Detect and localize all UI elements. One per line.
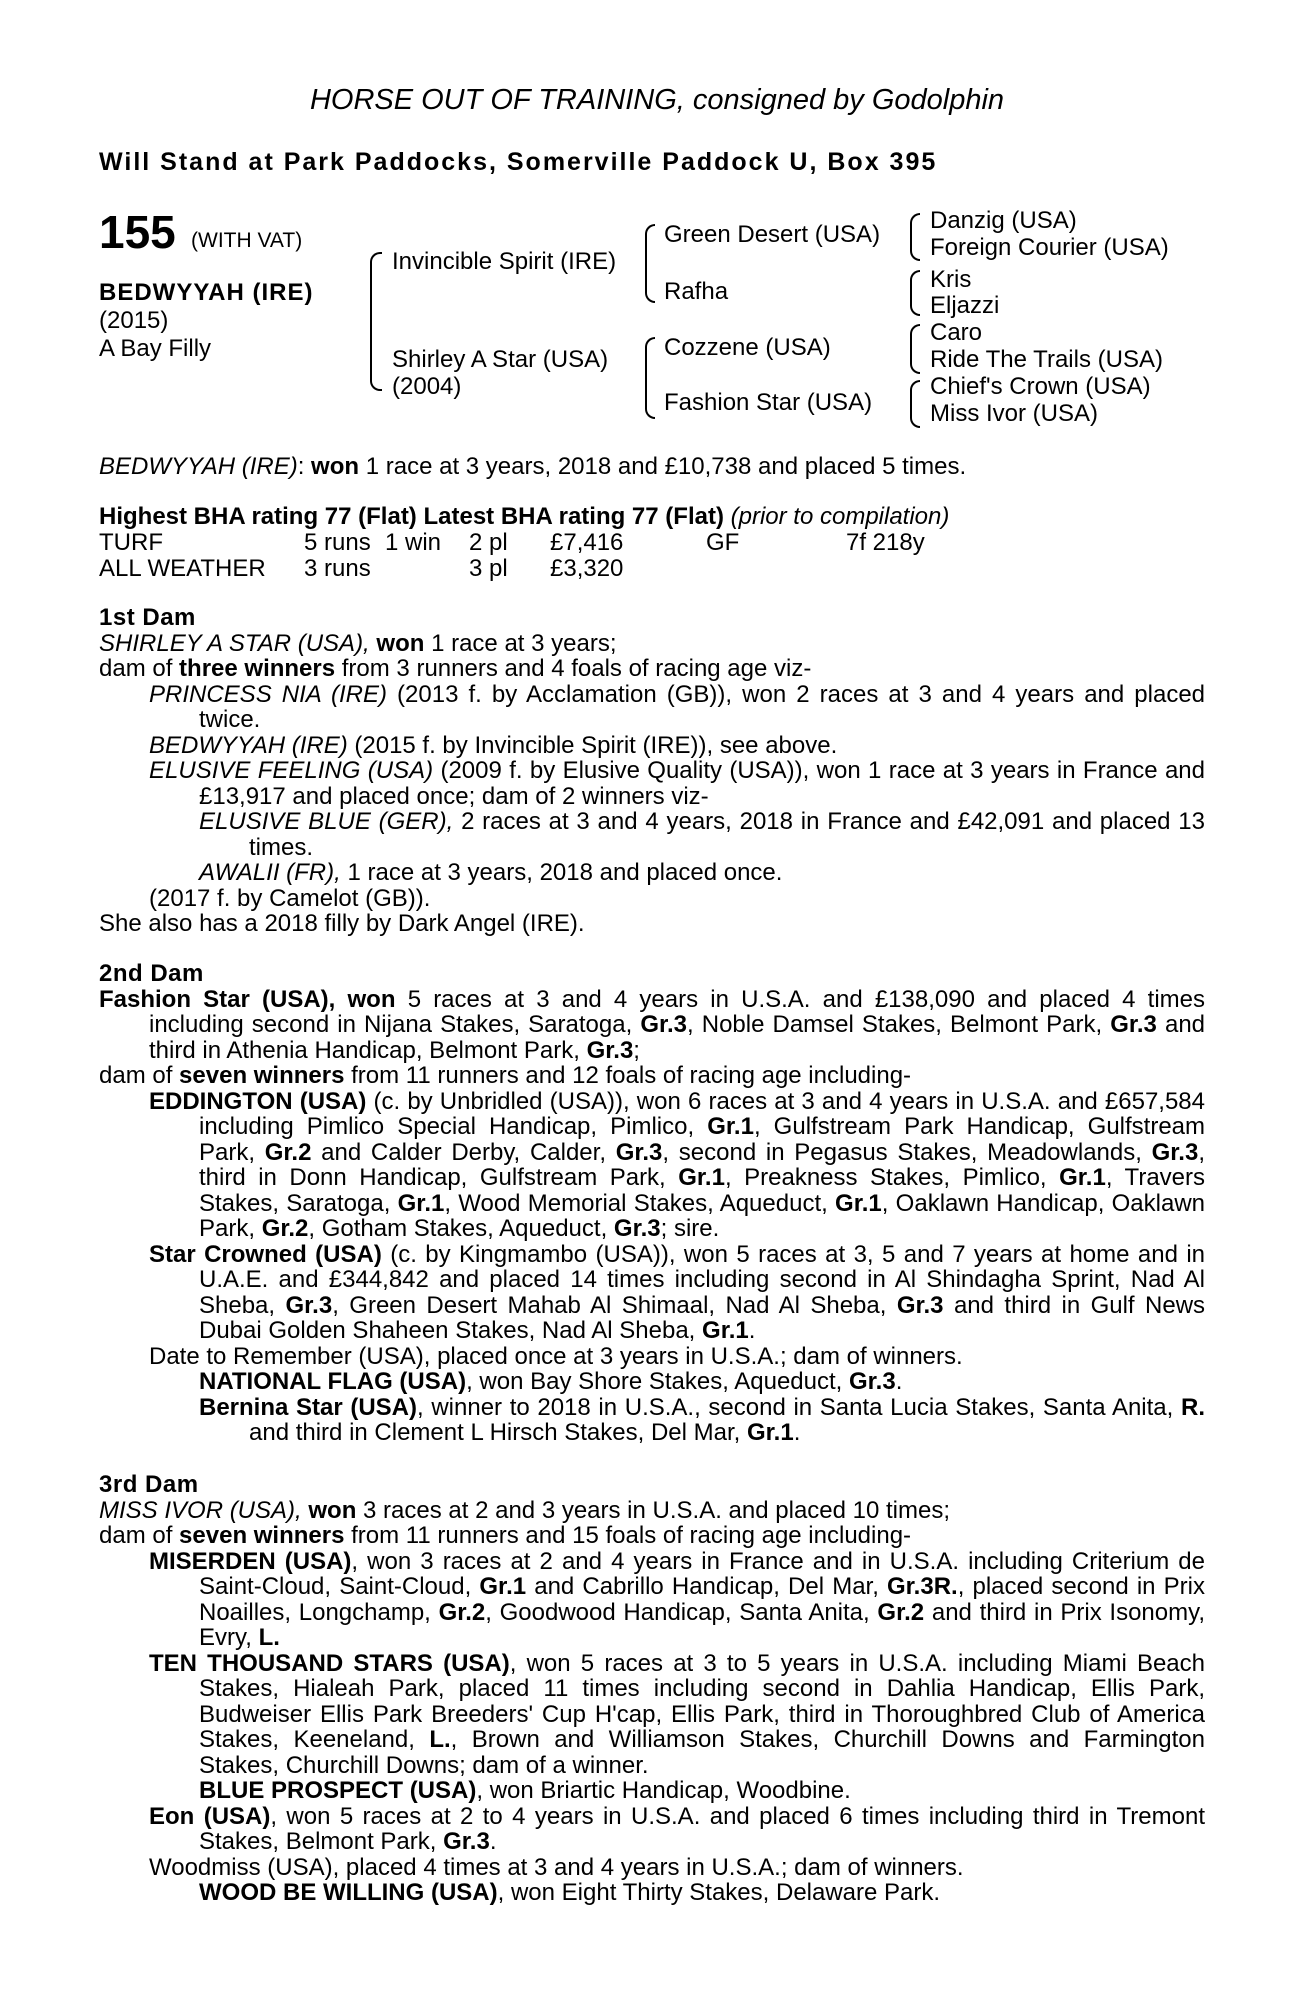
text: , Brown and Williamson Stakes, Churchill Downs and Farmington Stakes, Churchill Downs; dam of a winner. [199, 1726, 1205, 1779]
summary-text: 1 race at 3 years, 2018 and £10,738 and placed 5 times. [365, 453, 967, 480]
produce-name: PRINCESS NIA (IRE) [149, 680, 387, 708]
text: , won 5 races at 2 to 4 years in U.S.A. and placed 6 times including third in Tremont Stakes, Belmont Park, [199, 1802, 1205, 1855]
grade: Gr.1 [707, 1113, 754, 1140]
text: , second in Pegasus Stakes, Meadowlands, [662, 1138, 1142, 1166]
produce-text: (2015 f. by Invincible Spirit (IRE)), see above. [354, 731, 838, 759]
vat-note: (WITH VAT) [191, 229, 303, 252]
dam1-name: SHIRLEY A STAR (USA), [99, 629, 370, 657]
produce-entry [99, 758, 1205, 809]
lot-number: 155 [99, 206, 176, 258]
produce-text: (2013 f. by Acclamation (GB)), won 2 races at 3 and 4 years and placed twice. [199, 680, 1206, 733]
text: , won Bay Shore Stakes, Aqueduct, [466, 1368, 843, 1395]
produce-entry [99, 1778, 1205, 1804]
text: and third in Prix Isonomy, Evry, [199, 1598, 1206, 1651]
produce-entry [99, 1880, 1205, 1906]
text: , third in Donn Handicap, Gulfstream Park, [199, 1138, 1205, 1191]
rating-surface: TURF [99, 529, 163, 556]
grade: Gr.3 [443, 1828, 490, 1855]
produce-text: 1 race at 3 years, 2018 and placed once. [347, 859, 783, 886]
text: 5 races at 3 and 4 years in U.S.A. and £138,090 and placed 4 times including second in Nijana Stakes, Saratoga, [149, 985, 1206, 1038]
pedigree-sire-sire: Green Desert (USA) [664, 221, 881, 248]
grade: Gr.2 [261, 1215, 309, 1242]
winners-count: seven winners [179, 1062, 345, 1089]
dam3-line [99, 1498, 1205, 1524]
grade: R. [1180, 1393, 1205, 1421]
text: from 11 runners and 12 foals of racing age including- [351, 1062, 912, 1089]
produce-name: EDDINGTON (USA) [149, 1087, 367, 1115]
text: , Oaklawn Handicap, Oaklawn Park, [199, 1189, 1206, 1242]
pedigree-brace [645, 224, 655, 303]
produce-entry [99, 1089, 1205, 1242]
grade: Gr.3 [849, 1368, 896, 1395]
text: and Cabrillo Handicap, Del Mar, [534, 1573, 879, 1600]
produce-name: WOOD BE WILLING (USA) [199, 1879, 498, 1906]
stand-location: Will Stand at Park Paddocks, Somerville Paddock U, Box 395 [99, 148, 938, 176]
grade: Gr.3 [640, 1011, 688, 1038]
text: , Goodwood Handicap, Santa Anita, [485, 1598, 870, 1626]
section-heading: 2nd Dam [99, 960, 204, 987]
horse-description: A Bay Filly [99, 335, 212, 362]
text: 3 races at 2 and 3 years in U.S.A. and placed 10 times; [363, 1496, 951, 1524]
produce-name: AWALII (FR), [199, 859, 341, 886]
rating-note: (prior to compilation) [730, 503, 950, 530]
produce-name: BLUE PROSPECT (USA) [199, 1777, 477, 1804]
grade: L. [258, 1624, 280, 1651]
grade: Gr.1 [1059, 1164, 1106, 1191]
text: , Travers Stakes, Saratoga, [199, 1164, 1206, 1217]
text: , Noble Damsel Stakes, Belmont Park, [687, 1011, 1103, 1038]
text: , winner to 2018 in U.S.A., second in Santa Lucia Stakes, Santa Anita, [417, 1393, 1174, 1421]
produce-name: MISERDEN (USA) [149, 1547, 352, 1575]
text: , placed second in Prix Noailles, Longchamp, [199, 1573, 1205, 1626]
pedigree-sire: Invincible Spirit (IRE) [392, 248, 617, 275]
winners-count: three winners [179, 655, 336, 682]
grade: Gr.3R. [887, 1573, 958, 1600]
section-heading: 1st Dam [99, 604, 196, 631]
pedigree-g5: Caro [930, 319, 983, 346]
produce-note: She also has a 2018 filly by Dark Angel (IRE). [99, 910, 585, 937]
grade: Gr.3 [615, 1138, 663, 1166]
produce-text: (2009 f. by Elusive Quality (USA)), won 1 race at 3 years in France and £13,917 and placed once; dam of 2 winners viz- [199, 757, 1205, 810]
rating-surface: ALL WEATHER [99, 555, 266, 582]
dam1-produce-line [99, 656, 1205, 682]
dam1-won: won [376, 629, 425, 657]
rating-wins: 1 win [385, 529, 442, 556]
pedigree-dam-sire: Cozzene (USA) [664, 334, 831, 361]
produce-entry: NATIONAL FLAG (USA), won Bay Shore Stakes, Aqueduct, Gr.3. [199, 1368, 903, 1395]
grade: Gr.3 [613, 1215, 661, 1242]
rating-runs: 5 runs [304, 529, 371, 556]
pedigree-sire-dam: Rafha [664, 278, 729, 305]
produce-entry [99, 1651, 1205, 1779]
text: , won Briartic Handicap, Woodbine. [476, 1777, 851, 1804]
produce-name: TEN THOUSAND STARS (USA) [149, 1649, 510, 1677]
pedigree-dam: Shirley A Star (USA) [392, 346, 609, 373]
grade: Gr.3 [1110, 1011, 1157, 1038]
rating-placed: 2 pl [469, 529, 508, 556]
rating-distance: 7f 218y [846, 529, 925, 556]
text: (c. by Unbridled (USA)), won 6 races at 3 and 4 years in U.S.A. and £657,584 including Pimlico Special Handicap, Pimlico, [199, 1087, 1206, 1140]
text: dam of [99, 655, 173, 682]
text: and third in Gulf News Dubai Golden Shaheen Stakes, Nad Al Sheba, [199, 1291, 1206, 1344]
text: and third in Clement L Hirsch Stakes, Del Mar, [249, 1419, 741, 1446]
produce-name: Bernina Star (USA) [199, 1393, 418, 1421]
pedigree-brace [910, 380, 920, 428]
text: , Wood Memorial Stakes, Aqueduct, [444, 1189, 828, 1217]
produce-entry: Star Crowned (USA) (c. by Kingmambo (USA)), won 5 races at 3, 5 and 7 years at home and in U.A.E. and £344,842 and placed 14 times including second in Al Shindagha Sprint, Nad Al Sheba, Gr.3, Green Desert Mahab Al Shimaal, Nad Al Sheba, Gr.3 and third in Gulf News Dubai Golden Shaheen Stakes, Nad Al Sheba, Gr.1. [149, 1240, 1206, 1344]
pedigree-dam-dam: Fashion Star (USA) [664, 389, 873, 416]
grade: Gr.3 [1151, 1138, 1199, 1166]
dam2-produce-line [99, 1063, 1205, 1089]
text: from 11 runners and 15 foals of racing age including- [351, 1522, 912, 1549]
grade: Gr.3 [896, 1291, 944, 1319]
produce-entry [99, 682, 1205, 733]
rating-prize: £7,416 [550, 529, 624, 556]
horse-year: (2015) [99, 307, 169, 334]
summary-won: won [311, 453, 360, 480]
produce-entry: Bernina Star (USA), winner to 2018 in U.S.A., second in Santa Lucia Stakes, Santa Anita, R. and third in Clement L Hirsch Stakes, Del Mar, Gr.1. [199, 1393, 1205, 1446]
dam2-won: won [347, 985, 396, 1013]
grade: Gr.1 [702, 1317, 749, 1344]
pedigree-brace [370, 252, 382, 391]
produce-name: NATIONAL FLAG (USA) [199, 1368, 467, 1395]
rating-heading: Highest BHA rating 77 (Flat) Latest BHA rating 77 (Flat) [99, 503, 724, 530]
first-dam-section [99, 605, 1205, 937]
produce-entry: (2017 f. by Camelot (GB)). [149, 884, 431, 912]
pedigree-brace [645, 337, 655, 419]
grade: Gr.1 [479, 1573, 527, 1600]
summary-horse-name: BEDWYYAH (IRE) [99, 453, 298, 480]
text: dam of [99, 1522, 173, 1549]
dam1-text: 1 race at 3 years; [431, 629, 617, 657]
pedigree-g7: Chief's Crown (USA) [930, 373, 1151, 400]
text: , Gulfstream Park Handicap, Gulfstream Park, [199, 1113, 1206, 1166]
produce-entry [99, 860, 1205, 886]
pedigree-brace [910, 213, 920, 261]
produce-entry [99, 1549, 1205, 1651]
text: (c. by Kingmambo (USA)), won 5 races at 3, 5 and 7 years at home and in U.A.E. and £344,842 and placed 14 times including second in Al Shindagha Sprint, Nad Al Sheba, [199, 1240, 1206, 1319]
pedigree-g3: Kris [930, 266, 972, 293]
race-summary: BEDWYYAH (IRE): won 1 race at 3 years, 2018 and £10,738 and placed 5 times. [99, 453, 967, 480]
pedigree-g6: Ride The Trails (USA) [930, 346, 1163, 373]
page-title: HORSE OUT OF TRAINING, consigned by Godolphin [309, 84, 1005, 116]
third-dam-section [99, 1472, 1205, 1906]
text: , Green Desert Mahab Al Shimaal, Nad Al Sheba, [332, 1291, 887, 1319]
rating-heading-line [99, 503, 949, 531]
pedigree-g4: Eljazzi [930, 292, 1000, 319]
grade: Gr.1 [746, 1419, 794, 1446]
produce-name: Star Crowned (USA) [149, 1240, 382, 1268]
second-dam-section [99, 961, 1205, 1446]
text: from 3 runners and 4 foals of racing age viz- [341, 655, 812, 682]
grade: Gr.1 [678, 1164, 725, 1191]
dam3-won: won [308, 1496, 357, 1524]
text: dam of [99, 1062, 173, 1089]
text: and Calder Derby, Calder, [321, 1138, 606, 1166]
horse-name: BEDWYYAH (IRE) [99, 279, 314, 306]
produce-entry: Woodmiss (USA), placed 4 times at 3 and 4 years in U.S.A.; dam of winners. [149, 1853, 964, 1881]
produce-name: BEDWYYAH (IRE) [149, 731, 348, 759]
grade: Gr.3 [586, 1036, 634, 1064]
grade: Gr.3 [285, 1291, 333, 1319]
text: , Preakness Stakes, Pimlico, [724, 1164, 1047, 1191]
produce-entry [99, 809, 1205, 860]
produce-name: Eon (USA) [149, 1802, 271, 1830]
pedigree-g8: Miss Ivor (USA) [930, 400, 1098, 427]
produce-entry: Eon (USA), won 5 races at 2 to 4 years in U.S.A. and placed 6 times including third in Tremont Stakes, Belmont Park, Gr.3. [149, 1802, 1205, 1855]
dam3-name: MISS IVOR (USA), [99, 1496, 302, 1524]
rating-going: GF [706, 529, 740, 556]
text: ; sire. [660, 1215, 720, 1242]
grade: L. [429, 1726, 451, 1753]
produce-entry: Date to Remember (USA), placed once at 3 years in U.S.A.; dam of winners. [149, 1342, 963, 1370]
text: , won 5 races at 3 to 5 years in U.S.A. including Miami Beach Stakes, Hialeah Park, placed 11 times including second in Dahlia Handicap, Ellis Park, Budweiser Ellis Park Breeders' Cup H'cap, Ellis Park, third in Thoroughbred Club of America Stakes, Keeneland, [199, 1649, 1206, 1753]
produce-entry [99, 733, 1205, 759]
dam2-name: Fashion Star (USA), [99, 985, 336, 1013]
text: and third in Athenia Handicap, Belmont Park, [149, 1011, 1206, 1064]
pedigree-g2: Foreign Courier (USA) [930, 234, 1169, 261]
produce-name: ELUSIVE FEELING (USA) [149, 757, 434, 784]
text: , won 3 races at 2 and 4 years in France and in U.S.A. including Criterium de Saint-Cloud, Saint-Cloud, [199, 1547, 1205, 1600]
dam3-produce-line [99, 1523, 1205, 1549]
winners-count: seven winners [179, 1522, 345, 1549]
produce-name: ELUSIVE BLUE (GER), [199, 808, 454, 835]
grade: Gr.2 [264, 1138, 312, 1166]
grade: Gr.1 [835, 1189, 882, 1217]
pedigree-dam-year: (2004) [392, 373, 462, 400]
section-heading: 3rd Dam [99, 1471, 199, 1498]
pedigree-brace [910, 324, 920, 374]
dam1-line [99, 631, 1205, 657]
rating-prize: £3,320 [550, 555, 624, 582]
text: , won Eight Thirty Stakes, Delaware Park. [497, 1879, 941, 1906]
produce-text: 2 races at 3 and 4 years, 2018 in France and £42,091 and placed 13 times. [249, 808, 1205, 861]
dam2-entry: Fashion Star (USA), won 5 races at 3 and 4 years in U.S.A. and £138,090 and placed 4 times including second in Nijana Stakes, Saratoga, Gr.3, Noble Damsel Stakes, Belmont Park, Gr.3 and third in Athenia Handicap, Belmont Park, Gr.3; [99, 985, 1206, 1064]
pedigree-brace [910, 270, 920, 316]
grade: Gr.2 [877, 1598, 925, 1626]
text: , Gotham Stakes, Aqueduct, [308, 1215, 608, 1242]
rating-placed: 3 pl [469, 555, 508, 582]
grade: Gr.2 [438, 1598, 486, 1626]
pedigree-g1: Danzig (USA) [930, 207, 1077, 234]
grade: Gr.1 [397, 1189, 445, 1217]
rating-runs: 3 runs [304, 555, 371, 582]
